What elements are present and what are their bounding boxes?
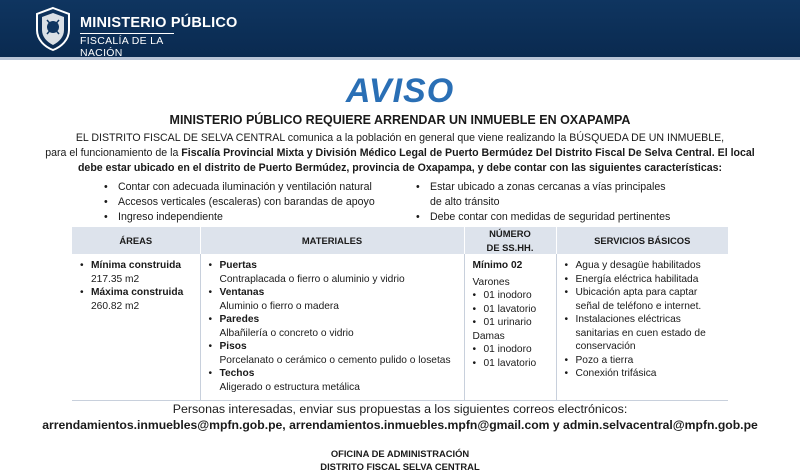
- intro-line-1: EL DISTRITO FISCAL DE SELVA CENTRAL comunica a la población en general que viene realizando la BÚSQUEDA DE UN INMUEBLE,: [75, 132, 725, 144]
- feature-item: • Accesos verticales (escaleras) con barandas de apoyo: [104, 195, 404, 210]
- intro-line-2-bold: Fiscalía Provincial Mixta y División Médico Legal de Puerto Bermúdez Del Distrito Fiscal De Selva Central. El local: [181, 147, 755, 159]
- material-detail: Aligerado o estructura metálica: [219, 381, 360, 393]
- national-seal-icon: [33, 6, 73, 52]
- service-item: • Energía eléctrica habilitada: [565, 273, 721, 287]
- material-detail: Aluminio o fierro o madera: [219, 300, 339, 312]
- area-max-label: Máxima construida: [91, 287, 184, 298]
- feature-item: • Ingreso independiente: [104, 210, 404, 225]
- table-header-row: [72, 227, 728, 254]
- notice-intro: [40, 131, 760, 176]
- sshh-damas-label: Damas: [472, 330, 505, 342]
- material-label: Techos: [219, 368, 255, 379]
- header-numero-line1: NÚMERO: [489, 228, 531, 239]
- material-label: Pisos: [219, 341, 247, 352]
- material-item: [209, 367, 456, 394]
- material-label: Puertas: [219, 260, 257, 271]
- cell-servicios: [556, 254, 728, 401]
- area-max-value: 260.82 m2: [91, 300, 140, 312]
- requirements-table: [72, 227, 728, 401]
- sshh-varones-label: Varones: [472, 276, 510, 288]
- features-list-right: [416, 180, 736, 225]
- material-label: Paredes: [219, 314, 260, 325]
- material-label: Ventanas: [219, 287, 265, 298]
- sshh-item: • 01 lavatorio: [473, 357, 548, 371]
- feature-text: Estar ubicado a zonas cercanas a vías principales: [430, 181, 666, 193]
- sshh-item: • 01 urinario: [473, 316, 548, 330]
- intro-line-3: debe estar ubicado en el distrito de Puerto Bermúdez, provincia de Oxapampa, y debe contar con las siguientes características:: [77, 162, 723, 174]
- service-text-cont: señal de teléfono e internet.: [575, 300, 702, 312]
- service-text-cont: sanitarias en cuen estado de: [575, 327, 706, 339]
- header-materiales: MATERIALES: [200, 227, 464, 254]
- service-item: [565, 286, 721, 313]
- cell-sshh: [464, 254, 556, 401]
- header-banner: [0, 0, 800, 60]
- notice-subtitle: MINISTERIO PÚBLICO REQUIERE ARRENDAR UN INMUEBLE EN OXAPAMPA: [169, 113, 631, 127]
- material-item: [209, 340, 456, 367]
- header-servicios: SERVICIOS BÁSICOS: [556, 227, 728, 254]
- intro-line-2-lead: para el funcionamiento de la: [45, 147, 182, 159]
- intro-line-2: [40, 146, 760, 161]
- org-subname: FISCALÍA DE LA NACIÓN: [80, 33, 174, 59]
- material-item: [209, 313, 456, 340]
- feature-text-cont: de alto tránsito: [430, 196, 500, 208]
- sshh-item: • 01 lavatorio: [473, 303, 548, 317]
- area-max: [80, 286, 192, 313]
- sshh-minimum: Mínimo 02: [472, 260, 523, 271]
- feature-item: [416, 180, 736, 210]
- header-areas: ÁREAS: [72, 227, 200, 254]
- service-item: • Pozo a tierra: [565, 354, 721, 368]
- material-detail: Albañilería o concreto o vidrio: [219, 327, 354, 339]
- header-numero: [464, 227, 556, 254]
- service-text: Ubicación apta para captar: [575, 287, 698, 298]
- area-min-value: 217.35 m2: [91, 273, 140, 285]
- contact-line: Personas interesadas, enviar sus propuestas a los siguientes correos electrónicos:: [172, 402, 628, 416]
- feature-item: • Debe contar con medidas de seguridad pertinentes: [416, 210, 736, 225]
- cell-areas: [72, 254, 200, 401]
- material-detail: Porcelanato o cerámico o cemento pulido o losetas: [219, 354, 451, 366]
- notice-title: AVISO: [345, 72, 455, 110]
- table-row: [72, 254, 728, 401]
- office-signature: [0, 448, 800, 473]
- org-name: MINISTERIO PÚBLICO: [80, 15, 238, 31]
- header-numero-line2: DE SS.HH.: [486, 241, 534, 253]
- office-line-2: DISTRITO FISCAL SELVA CENTRAL: [320, 460, 480, 472]
- material-item: [209, 286, 456, 313]
- service-item: [565, 313, 721, 354]
- service-item: • Conexión trifásica: [565, 367, 721, 381]
- material-detail: Contraplacada o fierro o aluminio y vidrio: [219, 273, 405, 285]
- service-text: Instalaciones eléctricas: [575, 314, 681, 325]
- sshh-item: • 01 inodoro: [473, 343, 548, 357]
- area-min: [80, 259, 192, 286]
- cell-materiales: [200, 254, 464, 401]
- sshh-item: • 01 inodoro: [473, 289, 548, 303]
- contact-emails: arrendamientos.inmuebles@mpfn.gob.pe, arrendamientos.inmuebles.mpfn@gmail.com y admin.selvacentral@mpfn.gob.pe: [42, 418, 758, 432]
- area-min-label: Mínima construida: [91, 260, 182, 271]
- service-text-cont: conservación: [575, 341, 636, 352]
- office-line-1: OFICINA DE ADMINISTRACIÓN: [330, 448, 470, 459]
- service-item: • Agua y desagüe habilitados: [565, 259, 721, 273]
- features-list-left: [104, 180, 404, 225]
- feature-item: • Contar con adecuada iluminación y ventilación natural: [104, 180, 404, 195]
- material-item: [209, 259, 456, 286]
